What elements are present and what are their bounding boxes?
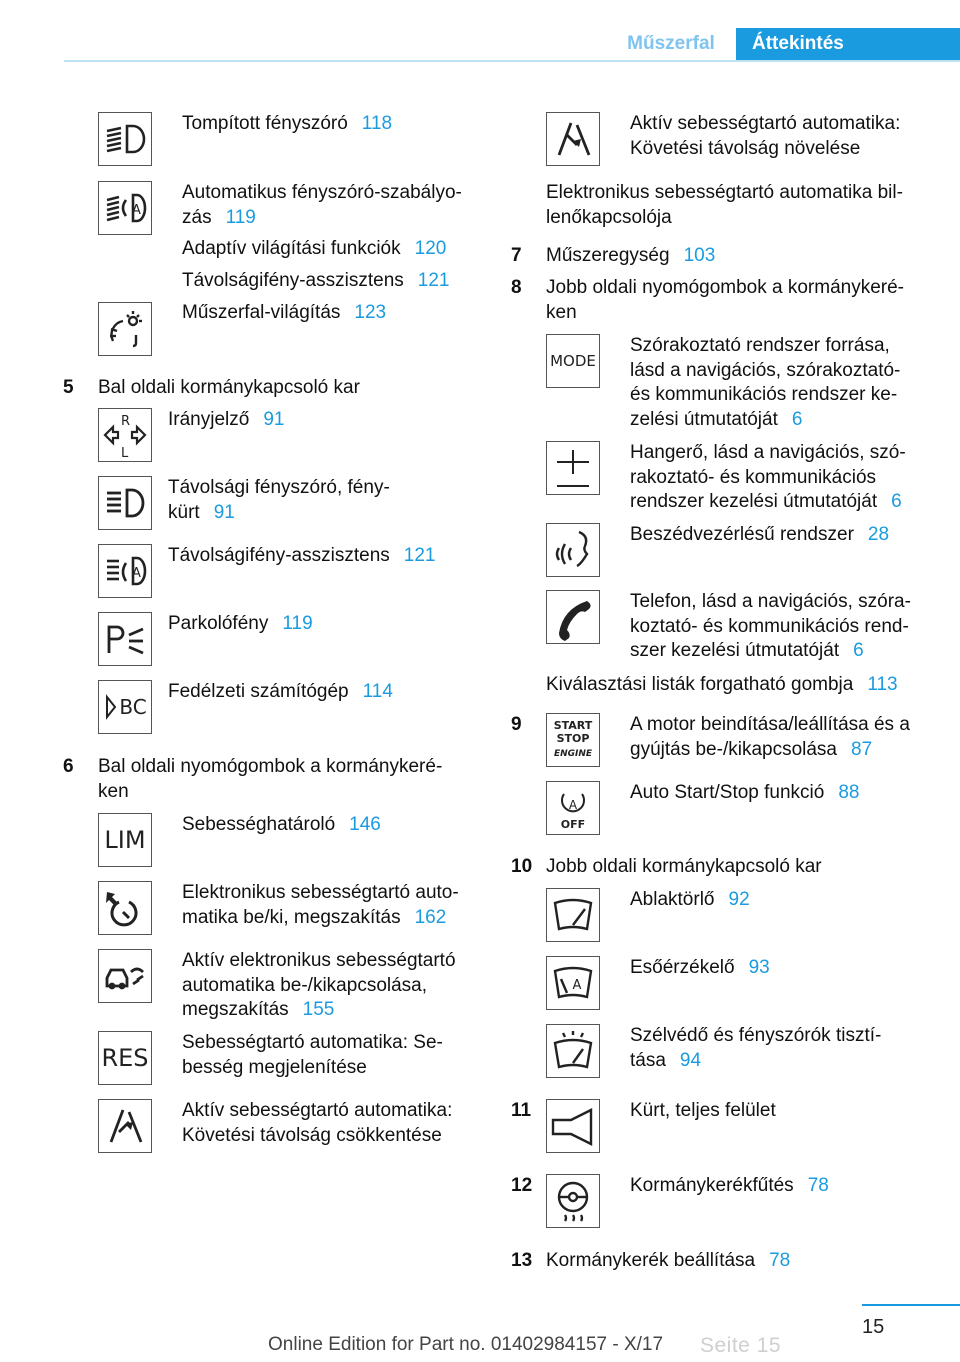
steering-adjust-entry: Kormánykerék beállítása 78 [546, 1250, 791, 1271]
cruise-control-entry: Elektronikus sebességtartó auto- matika be/ki, megszakítás 162 [182, 882, 459, 928]
low-beam-icon [98, 112, 152, 166]
volume-icon [546, 441, 600, 495]
onboard-computer-entry: Fedélzeti számítógép 114 [168, 681, 393, 702]
distance-decrease-icon [98, 1099, 152, 1153]
section-number-12: 12 [511, 1175, 533, 1196]
high-beam-assist-icon [98, 544, 152, 598]
phone-entry: Telefon, lásd a navigációs, szóra- koztató- és kommunikációs rend- szer kezelési útmutatóját 6 [630, 591, 911, 661]
resume-speed-icon [98, 1031, 152, 1085]
turn-signal-l: L [121, 446, 129, 461]
rocker-switch-entry: Elektronikus sebességtartó automatika bil- lenőkapcsolója [546, 182, 903, 228]
steering-heat-icon [546, 1174, 600, 1228]
adaptive-light-entry: Adaptív világítási funkciók 120 [182, 238, 447, 259]
start-stop-button-icon [546, 713, 600, 767]
auto-start-stop-entry: Auto Start/Stop funkció 88 [630, 782, 860, 803]
resume-speed-entry: Sebességtartó automatika: Se- besség megjelenítése [182, 1032, 443, 1078]
engine-label: ENGINE [553, 749, 593, 759]
auto-a-label: A [568, 798, 578, 812]
resume-speed-icon-text: RES [101, 1044, 149, 1072]
turn-signal-r: R [121, 414, 131, 429]
page-header [0, 0, 960, 62]
high-beam-assist-entry-2: Távolságifény-asszisztens 121 [168, 545, 436, 566]
steering-heat-entry: Kormánykerékfűtés 78 [630, 1175, 829, 1196]
active-cruise-control-entry: Aktív elektronikus sebességtartó automatika be-/kikapcsolása, megszakítás 155 [182, 950, 456, 1020]
high-beam-entry: Távolsági fényszóró, fény- kürt 91 [168, 477, 390, 523]
wiper-entry: Ablaktörlő 92 [630, 889, 750, 910]
phone-icon [546, 590, 600, 644]
header-rule [64, 60, 960, 62]
onboard-computer-icon-text: BC [119, 695, 147, 719]
distance-increase-entry: Aktív sebességtartó automatika: Követési távolság növelése [630, 113, 901, 159]
rain-sensor-icon [546, 956, 600, 1010]
start-stop-entry: A motor beindítása/leállítása és a gyújtás be-/kikapcsolása 87 [630, 714, 910, 760]
section-number-7: 7 [511, 245, 522, 266]
dashboard-light-icon [98, 302, 152, 356]
edition-footer: Online Edition for Part no. 01402984157 - X/17 [268, 1334, 664, 1355]
page-number: 15 [862, 1316, 885, 1338]
cruise-control-icon [98, 881, 152, 935]
start-label: START [553, 719, 593, 732]
onboard-computer-icon [98, 680, 152, 734]
parking-light-icon [98, 612, 152, 666]
active-cruise-control-icon [98, 949, 152, 1003]
auto-headlight-entry: Automatikus fényszóró-szabályo- zás 119 [182, 182, 462, 228]
low-beam-entry: Tompított fényszóró 118 [182, 113, 393, 134]
mode-button-icon [546, 334, 600, 388]
horn-entry: Kürt, teljes felület [630, 1100, 776, 1121]
auto-off-label: OFF [560, 818, 586, 831]
speed-limiter-entry: Sebességhatároló 146 [182, 814, 381, 835]
volume-entry: Hangerő, lásd a navigációs, szó- rakoztató- és kommunikációs rendszer kezelési útmutatóját 6 [630, 442, 906, 512]
section-7-title: Műszeregység 103 [546, 245, 716, 266]
section-number-6: 6 [63, 756, 74, 777]
distance-decrease-entry: Aktív sebességtartó automatika: Követési távolság csökkentése [182, 1100, 453, 1146]
footer-rule [862, 1304, 960, 1306]
speed-limiter-icon [98, 813, 152, 867]
section-number-10: 10 [511, 856, 533, 877]
mode-entry: Szórakoztató rendszer forrása, lásd a navigációs, szórakoztató- és kommunikációs rendszer ke- zelési útmutatóját 6 [630, 335, 901, 430]
section-number-8: 8 [511, 277, 522, 298]
svg-text:A: A [132, 203, 141, 218]
wiper-icon [546, 888, 600, 942]
rain-sensor-a: A [572, 978, 582, 993]
voice-control-icon [546, 523, 600, 577]
dashboard-light-entry: Műszerfal-világítás 123 [182, 302, 387, 323]
voice-control-entry: Beszédvezérlésű rendszer 28 [630, 524, 890, 545]
section-5-title: Bal oldali kormánykapcsoló kar [98, 377, 360, 398]
watermark: Seite 15 [700, 1334, 782, 1357]
high-beam-assist-entry: Távolságifény-asszisztens 121 [182, 270, 450, 291]
section-number-5: 5 [63, 377, 74, 398]
washer-icon [546, 1024, 600, 1078]
parking-light-entry: Parkolófény 119 [168, 613, 313, 634]
section-6-title: Bal oldali nyomógombok a kormánykeré- ken [98, 756, 443, 802]
mode-icon-text: MODE [550, 352, 596, 370]
auto-start-stop-icon [546, 781, 600, 835]
distance-increase-icon [546, 112, 600, 166]
turn-signal-icon [98, 408, 152, 462]
rain-sensor-entry: Esőérzékelő 93 [630, 957, 770, 978]
svg-text:A: A [132, 566, 141, 581]
auto-headlight-icon [98, 181, 152, 235]
section-number-9: 9 [511, 714, 522, 735]
stop-label: STOP [556, 732, 590, 745]
thumbwheel-entry: Kiválasztási listák forgatható gombja 113 [546, 674, 898, 695]
washer-entry: Szélvédő és fényszórók tisztí- tása 94 [630, 1025, 882, 1071]
section-number-13: 13 [511, 1250, 533, 1271]
section-8-title: Jobb oldali nyomógombok a kormánykeré- ken [546, 277, 905, 323]
section-number-11: 11 [511, 1100, 532, 1121]
section-label: Műszerfal [627, 33, 715, 54]
turn-signal-entry: Irányjelző 91 [168, 409, 285, 430]
horn-icon [546, 1099, 600, 1153]
high-beam-icon [98, 476, 152, 530]
speed-limiter-icon-text: LIM [104, 826, 146, 854]
section-10-title: Jobb oldali kormánykapcsoló kar [546, 856, 822, 877]
tab-label: Áttekintés [736, 28, 960, 60]
